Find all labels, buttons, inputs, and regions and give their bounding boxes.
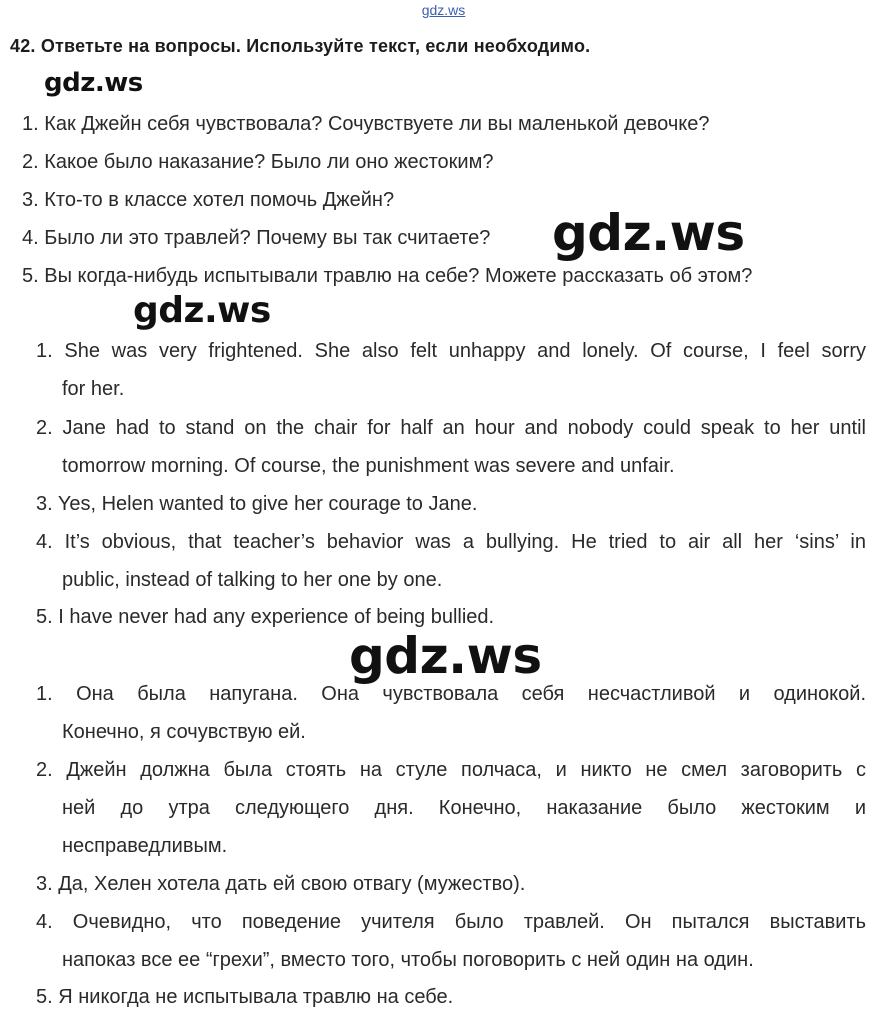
answer-en-line: 1. She was very frightened. She also felt unhappy and lonely. Of course, I feel sorry: [36, 340, 866, 362]
answer-en-line: 3. Yes, Helen wanted to give her courage to Jane.: [36, 493, 478, 515]
answer-ru-line: ней до утра следующего дня. Конечно, наказание было жестоким и: [62, 797, 866, 819]
watermark: gdz.ws: [552, 204, 745, 262]
answer-ru-line: несправедливым.: [62, 835, 228, 857]
answer-ru-line: 2. Джейн должна была стоять на стуле полчаса, и никто не смел заговорить с: [36, 759, 866, 781]
answer-en-line: for her.: [62, 378, 125, 400]
answer-ru-line: 5. Я никогда не испытывала травлю на себе.: [36, 986, 454, 1008]
question-item: 4. Было ли это травлей? Почему вы так считаете?: [22, 227, 491, 249]
answer-en-line: 2. Jane had to stand on the chair for half an hour and nobody could speak to her until: [36, 417, 866, 439]
watermark: gdz.ws: [349, 627, 542, 685]
answer-ru-line: напоказ все ее “грехи”, вместо того, чтобы поговорить с ней один на один.: [62, 949, 754, 971]
answer-ru-line: 3. Да, Хелен хотела дать ей свою отвагу (мужество).: [36, 873, 526, 895]
answer-ru-line: 1. Она была напугана. Она чувствовала себя несчастливой и одинокой.: [36, 683, 866, 705]
answer-en-line: public, instead of talking to her one by one.: [62, 569, 443, 591]
question-item: 5. Вы когда-нибудь испытывали травлю на себе? Можете рассказать об этом?: [22, 265, 753, 287]
watermark: gdz.ws: [133, 290, 271, 331]
answer-ru-line: Конечно, я сочувствую ей.: [62, 721, 306, 743]
question-item: 2. Какое было наказание? Было ли оно жестоким?: [22, 151, 494, 173]
question-item: 1. Как Джейн себя чувствовала? Сочувствуете ли вы маленькой девочке?: [22, 113, 710, 135]
answer-en-line: 4. It’s obvious, that teacher’s behavior was a bullying. He tried to air all her ‘sins’ in: [36, 531, 866, 553]
answer-ru-line: 4. Очевидно, что поведение учителя было травлей. Он пытался выставить: [36, 911, 866, 933]
exercise-heading: 42. Ответьте на вопросы. Используйте текст, если необходимо.: [10, 36, 591, 56]
watermark-top-link[interactable]: gdz.ws: [421, 2, 466, 18]
answer-en-line: tomorrow morning. Of course, the punishment was severe and unfair.: [62, 455, 675, 477]
answer-en-line: 5. I have never had any experience of being bullied.: [36, 606, 495, 628]
question-item: 3. Кто-то в классе хотел помочь Джейн?: [22, 189, 395, 211]
watermark: gdz.ws: [44, 68, 143, 98]
